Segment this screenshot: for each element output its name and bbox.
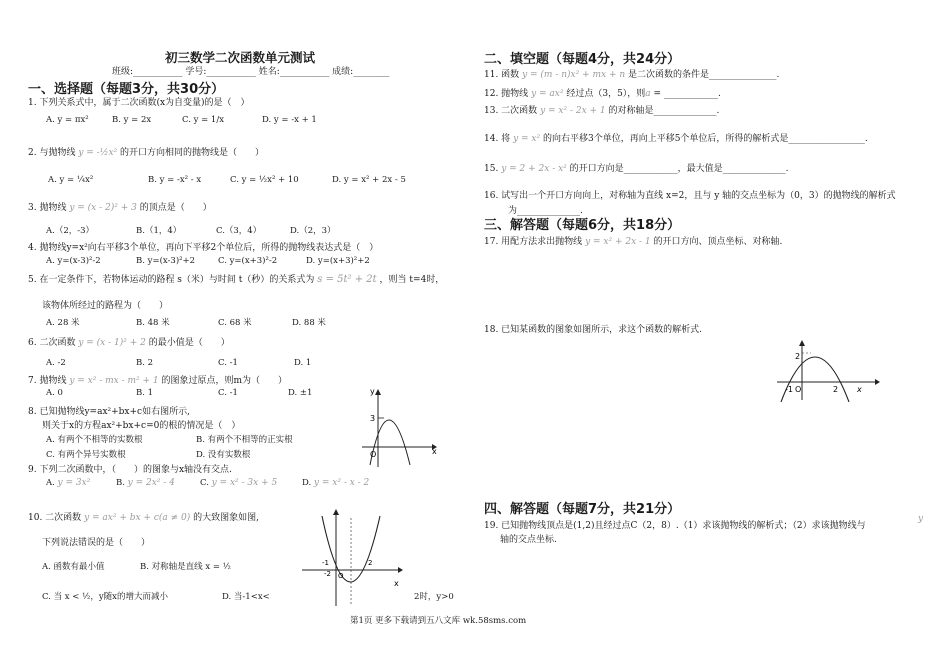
q3-option-d: D.（2，3） xyxy=(290,226,336,236)
q4-option-b: B. y=(x-3)²+2 xyxy=(136,256,196,266)
question-13: 13. 二次函数 y = x² - 2x + 1 的对称轴是______________. xyxy=(484,106,720,116)
q5-option-b: B. 48 米 xyxy=(136,318,170,328)
section-2-heading: 二、填空题（每题4分，共24分） xyxy=(484,52,681,67)
q5-option-d: D. 88 米 xyxy=(292,318,326,328)
question-5-line-2: 该物体所经过的路程为（ ） xyxy=(42,301,169,311)
q8-option-d: D. 没有实数根 xyxy=(196,450,251,460)
question-8-line-1: 8. 已知抛物线y=ax²+bx+c如右图所示, xyxy=(28,407,190,417)
question-11: 11. 函数 y = (m - n)x² + mx + n 是二次函数的条件是_______________. xyxy=(484,70,780,80)
q10-tick-y: -2 xyxy=(324,570,331,578)
q1-option-a: A. y = πx² xyxy=(46,115,89,125)
q3-option-a: A.（2，-3） xyxy=(46,226,95,236)
section-4-heading: 四、解答题（每题7分，共21分） xyxy=(484,502,681,517)
q10-option-d: D. 当-1<x< xyxy=(222,592,270,602)
question-4: 4. 抛物线y=x²向右平移3个单位，再向下平移2个单位后，所得的抛物线表达式是（ ） xyxy=(28,243,379,253)
question-19-line-2: 轴的交点坐标. xyxy=(500,535,557,545)
q2-option-a: A. y = ¼x² xyxy=(48,175,94,185)
q7-option-a: A. 0 xyxy=(46,388,63,398)
question-17: 17. 用配方法求出抛物线 y = x² + 2x - 1 的开口方向、顶点坐标、对称轴. xyxy=(484,237,783,247)
q9-option-d: D. y = x² - x - 2 xyxy=(302,478,370,488)
question-9: 9. 下列二次函数中，（ ）的图象与x轴没有交点. xyxy=(28,465,232,475)
q8-option-b: B. 有两个不相等的正实根 xyxy=(196,435,293,445)
question-7: 7. 抛物线 y = x² - mx - m² + 1 的图象过原点，则m为（ ） xyxy=(28,376,288,386)
q3-option-b: B.（1，4） xyxy=(136,226,182,236)
page-title: 初三数学二次函数单元测试 xyxy=(165,50,316,65)
q4-option-a: A. y=(x-3)²-2 xyxy=(46,256,101,266)
question-8-line-2: 则关于x的方程ax²+bx+c=0的根的情况是（ ） xyxy=(42,421,241,431)
q6-option-b: B. 2 xyxy=(136,358,154,368)
page-footer: 第1页 更多下载请到五八文库 wk.58sms.com xyxy=(350,616,527,626)
q18-origin: O xyxy=(795,385,802,394)
question-16-line-1: 16. 试写出一个开口方向向上，对称轴为直线 x=2，且与 y 轴的交点坐标为（0，3）的抛物线的解析式 xyxy=(484,191,896,201)
q7-option-b: B. 1 xyxy=(136,388,154,398)
q8-x-label: x xyxy=(432,447,437,456)
q7-option-c: C. -1 xyxy=(218,388,238,398)
q8-option-c: C. 有两个异号实数根 xyxy=(46,450,126,460)
section-1-heading: 一、选择题（每题3分，共30分） xyxy=(28,82,225,97)
question-6: 6. 二次函数 y = (x - 1)² + 2 的最小值是（ ） xyxy=(28,338,230,348)
q8-y-label: y xyxy=(370,387,375,396)
q2-option-c: C. y = ½x² + 10 xyxy=(230,175,299,185)
q10-x-label: x xyxy=(394,579,399,588)
q6-option-a: A. -2 xyxy=(46,358,66,368)
q10-option-d-tail: 2时，y>0 xyxy=(414,592,454,602)
question-10-line-2: 下列说法错误的是（ ） xyxy=(42,538,151,548)
question-1: 1. 下列关系式中，属于二次函数(x为自变量)的是（ ） xyxy=(28,98,250,108)
q10-option-c: C. 当 x < ½，y随x的增大而减小 xyxy=(42,592,168,602)
q5-option-c: C. 68 米 xyxy=(218,318,252,328)
q10-tick-neg: -1 xyxy=(322,559,329,567)
question-19-line-1: 19. 已知抛物线顶点是(1,2)且经过点C（2，8）.（1）求该抛物线的解析式；（2）求该抛物线与 xyxy=(484,521,866,531)
q2-option-b: B. y = -x² - x xyxy=(148,175,202,185)
question-10: 10. 二次函数 y = ax² + bx + c(a ≠ 0) 的大致图象如图, xyxy=(28,513,259,523)
q5-option-a: A. 28 米 xyxy=(46,318,80,328)
question-3: 3. 抛物线 y = (x - 2)² + 3 的顶点是（ ） xyxy=(28,203,212,213)
question-2: 2. 与抛物线 y = -½x² 的开口方向相同的抛物线是（ ） xyxy=(28,148,265,158)
q18-tick-neg: -1 xyxy=(785,385,793,394)
q7-option-d: D. ±1 xyxy=(288,388,313,398)
section-3-heading: 三、解答题（每题6分，共18分） xyxy=(484,218,681,233)
q8-graph xyxy=(360,385,440,470)
q10-origin: O xyxy=(338,572,344,580)
q2-option-d: D. y = x² + 2x - 5 xyxy=(332,175,406,185)
q8-origin-label: O xyxy=(370,450,377,459)
question-16-line-2: 为______________. xyxy=(508,206,583,216)
q10-option-a: A. 函数有最小值 xyxy=(42,562,105,572)
q4-option-c: C. y=(x+3)²-2 xyxy=(218,256,278,266)
q8-option-a: A. 有两个不相等的实数根 xyxy=(46,435,143,445)
student-info-line: 班级:___________ 学号:___________ 姓名:___________ 成绩:________ xyxy=(112,67,390,77)
q1-option-c: C. y = 1/x xyxy=(182,115,224,125)
question-12: 12. 抛物线 y = ax² 经过点（3，5），则a = ____________. xyxy=(484,89,721,99)
q1-option-d: D. y = -x + 1 xyxy=(262,115,317,125)
q6-option-c: C. -1 xyxy=(218,358,238,368)
q9-option-a: A. y = 3x² xyxy=(46,478,91,488)
question-14: 14. 将 y = x² 的向右平移3个单位，再向上平移5个单位后，所得的解析式是_________________. xyxy=(484,134,868,144)
q10-option-b: B. 对称轴是直线 x = ½ xyxy=(140,562,231,572)
question-18: 18. 已知某函数的图象如图所示，求这个函数的解析式. xyxy=(484,325,703,335)
q18-tick-pos: 2 xyxy=(833,385,839,394)
q10-tick-pos: 2 xyxy=(368,559,373,567)
q1-option-b: B. y = 2x xyxy=(112,115,152,125)
q10-graph xyxy=(300,508,405,608)
question-5: 5. 在一定条件下，若物体运动的路程 s（米）与时间 t（秒）的关系式为 s = 5t² + 2t ，则当 t=4时， xyxy=(28,274,445,285)
q3-option-c: C.（3，4） xyxy=(216,226,262,236)
q9-option-c: C. y = x² - 3x + 5 xyxy=(200,478,278,488)
q18-tick-y: 2 xyxy=(795,352,801,361)
q4-option-d: D. y=(x+3)²+2 xyxy=(306,256,370,266)
q6-option-d: D. 1 xyxy=(294,358,312,368)
q9-option-b: B. y = 2x² - 4 xyxy=(116,478,175,488)
q18-x-label: x xyxy=(857,385,862,394)
question-15: 15. y = 2 + 2x - x² 的开口方向是____________，最大值是______________. xyxy=(484,164,789,174)
question-19-y: y xyxy=(918,514,924,524)
q8-tick-label: 3 xyxy=(370,414,376,423)
q18-graph xyxy=(775,340,885,402)
